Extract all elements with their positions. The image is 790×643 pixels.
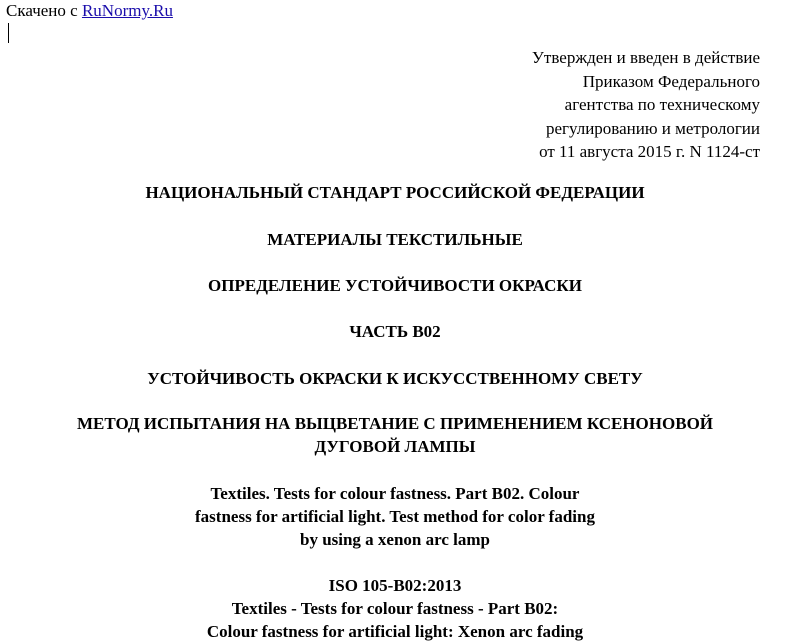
iso-title-line: Textiles - Tests for colour fastness - Part B02: — [231, 599, 559, 618]
approval-line: от 11 августа 2015 г. N 1124-ст — [539, 142, 760, 161]
method-heading — [0, 412, 790, 458]
iso-title-line: Colour fastness for artificial light: Xenon arc fading — [206, 622, 584, 641]
approval-line: регулированию и метрологии — [545, 118, 760, 138]
topic-heading: ОПРЕДЕЛЕНИЕ УСТОЙЧИВОСТИ ОКРАСКИ — [208, 276, 582, 295]
part-title-heading: УСТОЙЧИВОСТЬ ОКРАСКИ К ИСКУССТВЕННОМУ СВЕТУ — [147, 369, 643, 388]
standard-type-heading: НАЦИОНАЛЬНЫЙ СТАНДАРТ РОССИЙСКОЙ ФЕДЕРАЦИИ — [145, 183, 645, 202]
downloaded-from-label: Скачено с — [6, 1, 78, 20]
text-cursor — [8, 23, 9, 43]
english-title — [0, 482, 790, 551]
iso-code: ISO 105-B02:2013 — [328, 576, 462, 595]
approval-line: Утвержден и введен в действие — [531, 48, 760, 67]
source-link[interactable]: RuNormy.Ru — [81, 1, 173, 20]
source-line — [6, 1, 173, 21]
english-title-line: by using a xenon arc lamp — [299, 530, 491, 549]
subject-heading: МАТЕРИАЛЫ ТЕКСТИЛЬНЫЕ — [267, 230, 523, 249]
approval-line: агентства по техническому — [564, 95, 760, 114]
part-heading: ЧАСТЬ В02 — [349, 322, 441, 341]
english-title-line: Textiles. Tests for colour fastness. Part B02. Colour — [210, 484, 580, 503]
method-heading-line: МЕТОД ИСПЫТАНИЯ НА ВЫЦВЕТАНИЕ С ПРИМЕНЕНИЕМ КСЕНОНОВОЙ — [76, 414, 714, 433]
method-heading-line: ДУГОВОЙ ЛАМПЫ — [314, 437, 476, 456]
iso-block — [0, 574, 790, 643]
english-title-line: fastness for artificial light. Test method for color fading — [195, 507, 595, 526]
approval-block — [532, 46, 760, 164]
approval-line: Приказом Федерального — [582, 71, 760, 91]
